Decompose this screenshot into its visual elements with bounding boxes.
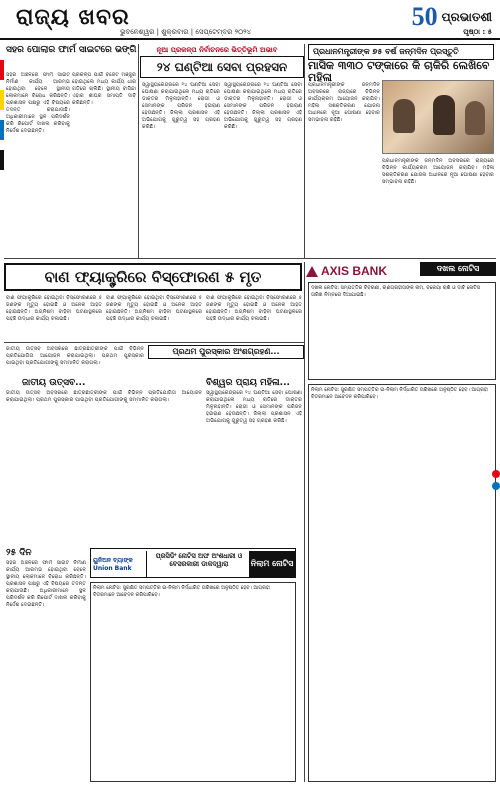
notice-table: ଦଖଲ ନୋଟିସ: ସମ୍ପତ୍ତିର ବିବରଣୀ, ଋଣଗ୍ରହୀତାଙ୍କ ନାମ, ବକେୟା ରାଶି ଓ ଦାବି ନୋଟିସ ତାରିଖ ନିମ୍ନରେ ଦିଆଯାଇଛି।	[308, 282, 496, 380]
column-rule	[138, 44, 139, 258]
article-column: ବାଣ ଫ୍ୟାକ୍ଟ୍ରିରେ ହୋଇଥିବା ବିସ୍ଫୋରଣରେ ୫ ଜଣଙ୍କ ମୃତ୍ୟୁ ହୋଇଛି ଓ ଅନେକ ଆହତ ହୋଇଛନ୍ତି। ଅଗ୍ନିଶମ ବାହିନୀ ଘଟଣାସ୍ଥଳରେ ପହଞ୍ଚି ଉଦ୍ଧାର କାର୍ଯ୍ୟ ଚଳାଇଛି।	[6, 295, 102, 322]
photo-person	[433, 95, 455, 135]
union-bank-logo: ୟୁନିଅନ ବ୍ୟାଙ୍କ Union Bank	[93, 551, 147, 577]
axis-triangle-icon	[306, 266, 318, 277]
axis-bank-logo	[306, 264, 387, 278]
print-color-mark	[0, 120, 4, 140]
article-column: ଜାତୀୟ ଉତ୍ସବ ଅବସରରେ ଛାତ୍ରଛାତ୍ରୀଙ୍କ ପାଇଁ ବିଭିନ୍ନ ପ୍ରତିଯୋଗିତା ଆୟୋଜନ କରାଯାଇଥିଲା। ପ୍ରଥମ ପୁରସ୍କାର ପାଇଥିବା ପ୍ରତିଯୋଗୀଙ୍କୁ ସମ୍ମାନିତ କରାଗଲା।	[6, 390, 202, 403]
photo-person	[465, 101, 485, 135]
print-color-mark	[0, 150, 4, 170]
article-column: ପ୍ରଧାନମନ୍ତ୍ରୀଙ୍କ ଜନ୍ମଦିନ ଅବସରରେ ରାଜ୍ୟରେ ବିଭିନ୍ନ କାର୍ଯ୍ୟକ୍ରମ ଆୟୋଜନ କରାଯିବ। ମହିଳା ସଶକ୍ତିକରଣ ଯୋଜନା ଅଧୀନରେ ନୂଆ ଘୋଷଣା ହେବାର ସମ୍ଭାବନା ରହିଛି।	[382, 158, 494, 185]
print-color-mark	[0, 60, 4, 80]
subheadline: ଜାତୀୟ ଉତ୍ସବ...	[22, 378, 86, 388]
bank-ad-box	[90, 548, 296, 578]
headline-right-top: ପ୍ରଧାନମନ୍ତ୍ରୀଙ୍କ ୭୫ ବର୍ଷ ଜନ୍ମଦିନ ପ୍ରସ୍ତୁତି	[308, 44, 494, 60]
article-column: ପ୍ରଧାନମନ୍ତ୍ରୀଙ୍କ ଜନ୍ମଦିନ ଅବସରରେ ରାଜ୍ୟରେ ବିଭିନ୍ନ କାର୍ଯ୍ୟକ୍ରମ ଆୟୋଜନ କରାଯିବ। ମହିଳା ସଶକ୍ତିକରଣ ଯୋଜନା ଅଧୀନରେ ନୂଆ ଘୋଷଣା ହେବାର ସମ୍ଭାବନା ରହିଛି।	[308, 82, 380, 123]
axis-bank-name: AXIS BANK	[321, 264, 388, 278]
article-column: ସହର ଅଞ୍ଚଳରେ ଫାର୍ମ ସାଇଟ ନିର୍ମାଣ କାର୍ଯ୍ୟ ଆରମ୍ଭ ହୋଇଥିବା ବେଳେ ସ୍ଥାନୀୟ ଲୋକମାନେ ବିରୋଧ କରିଛନ୍ତି। ପ୍ରଶାସନ ପକ୍ଷରୁ ଏହି ବିଷୟରେ ତଦନ୍ତ କରାଯାଉଛି। ଅଧିକାରୀମାନେ ସ୍ଥଳ ପରିଦର୍ଶନ କରି ରିପୋର୍ଟ ଦାଖଲ କରିବାକୁ ନିର୍ଦ୍ଦେଶ ଦେଇଛନ୍ତି।	[6, 72, 70, 134]
masthead	[0, 0, 500, 40]
section-bar: ପ୍ରଥମ ପୁରସ୍କାର ଅଂଶଗ୍ରହଣ...	[148, 345, 304, 359]
article-column: ସ୍ୱାସ୍ଥ୍ୟକେନ୍ଦ୍ରରେ ୨୪ ଘଣ୍ଟିଆ ସେବା ଘୋଷଣା କରାଯାଇଥିଲେ ମଧ୍ୟ ରାତିରେ ଡାକ୍ତର ମିଳୁନାହାନ୍ତି। ରୋଗୀ ଓ ସେମାନଙ୍କ ପରିଜନ ହଇରାଣ ହେଉଛନ୍ତି। ଜିଲ୍ଲା ପ୍ରଶାସନ ଏହି ଅଭିଯୋଗକୁ ଗୁରୁତ୍ୱ ସହ ଗ୍ରହଣ କରିଛି।	[142, 82, 220, 130]
section-title: ରାଜ୍ୟ ଖବର	[16, 4, 130, 30]
ad-title: ପ୍ରସିଡିଂ ନୋଟିସ ଅଫ ଅଂଶଧାରୀ ଓ ବେସରକାରୀ ଡାକଦ୍ୱାରା	[155, 552, 243, 569]
section-rule	[4, 342, 304, 343]
page-number: ପୃଷ୍ଠା : ୫	[463, 28, 492, 36]
column-rule	[304, 262, 305, 782]
headline-left: ସହର ପୋଲାର ଫାର୍ମ ସାଇଟରେ ଭଙ୍ଗି	[6, 45, 137, 55]
subheadline: ୨୫ ଦିନ	[6, 548, 32, 558]
article-column: ବାଣ ଫ୍ୟାକ୍ଟ୍ରିରେ ହୋଇଥିବା ବିସ୍ଫୋରଣରେ ୫ ଜଣଙ୍କ ମୃତ୍ୟୁ ହୋଇଛି ଓ ଅନେକ ଆହତ ହୋଇଛନ୍ତି। ଅଗ୍ନିଶମ ବାହିନୀ ଘଟଣାସ୍ଥଳରେ ପହଞ୍ଚି ଉଦ୍ଧାର କାର୍ଯ୍ୟ ଚଳାଇଛି।	[206, 295, 302, 322]
article-column: ଜାତୀୟ ଉତ୍ସବ ଅବସରରେ ଛାତ୍ରଛାତ୍ରୀଙ୍କ ପାଇଁ ବିଭିନ୍ନ ପ୍ରତିଯୋଗିତା ଆୟୋଜନ କରାଯାଇଥିଲା। ପ୍ରଥମ ପୁରସ୍କାର ପାଇଥିବା ପ୍ରତିଯୋଗୀଙ୍କୁ ସମ୍ମାନିତ କରାଗଲା।	[6, 346, 144, 366]
article-column: ସହର ଅଞ୍ଚଳରେ ଫାର୍ମ ସାଇଟ ନିର୍ମାଣ କାର୍ଯ୍ୟ ଆରମ୍ଭ ହୋଇଥିବା ବେଳେ ସ୍ଥାନୀୟ ଲୋକମାନେ ବିରୋଧ କରିଛନ୍ତି। ପ୍ରଶାସନ ପକ୍ଷରୁ ଏହି ବିଷୟରେ ତଦନ୍ତ କରାଯାଉଛି। ଅଧିକାରୀମାନେ ସ୍ଥଳ ପରିଦର୍ଶନ କରି ରିପୋର୍ଟ ଦାଖଲ କରିବାକୁ ନିର୍ଦ୍ଦେଶ ଦେଇଛନ୍ତି।	[6, 560, 86, 608]
article-column: ପ୍ରକଳ୍ପ ପାଇଁ ବଜେଟ ମଞ୍ଜୁର ହୋଇଥିଲେ ମଧ୍ୟ କାର୍ଯ୍ୟ ଧୀର ଗତିରେ ଚାଲିଛି। ସ୍ଥାନୀୟ ବାସିନ୍ଦା ଏହାର ଶୀଘ୍ର ସମାପ୍ତି ଦାବି କରିଛନ୍ତି।	[72, 72, 136, 106]
notice-table: ନିଲାମ ନୋଟିସ: ସୁରକ୍ଷିତ ସମ୍ପତ୍ତିର ଇ-ନିଲାମ ନିର୍ଦ୍ଧାରିତ ତାରିଖରେ ଅନୁଷ୍ଠିତ ହେବ। ଆଗ୍ରହୀ ବିଡରମାନେ ଆବେଦନ କରିପାରିବେ।	[308, 384, 496, 782]
headline-right: ମାସିକ ୩୩୦ ଟଙ୍କାରେ କି ଚାକିରି ଲେଖିବେ ମହିଳା	[308, 59, 490, 85]
headline-center: ୨୪ ଘଣ୍ଟିଆ ସେବା ପ୍ରହସନ	[140, 56, 304, 78]
print-color-mark	[0, 90, 4, 110]
article-column: ବାଣ ଫ୍ୟାକ୍ଟ୍ରିରେ ହୋଇଥିବା ବିସ୍ଫୋରଣରେ ୫ ଜଣଙ୍କ ମୃତ୍ୟୁ ହୋଇଛି ଓ ଅନେକ ଆହତ ହୋଇଛନ୍ତି। ଅଗ୍ନିଶମ ବାହିନୀ ଘଟଣାସ୍ଥଳରେ ପହଞ୍ଚି ଉଦ୍ଧାର କାର୍ଯ୍ୟ ଚଳାଇଛି।	[106, 295, 202, 322]
section-rule	[4, 258, 496, 259]
dateline: ଭୁବନେଶ୍ୱର | ଶୁକ୍ରବାର | ସେପ୍ଟେମ୍ବର ୨୦୨୪	[120, 28, 252, 36]
column-rule	[304, 44, 305, 258]
print-registration-dot	[492, 470, 500, 478]
brand-name: ପ୍ରଭାତଶୀ	[441, 9, 492, 24]
article-column: ସ୍ୱାସ୍ଥ୍ୟକେନ୍ଦ୍ରରେ ୨୪ ଘଣ୍ଟିଆ ସେବା ଘୋଷଣା କରାଯାଇଥିଲେ ମଧ୍ୟ ରାତିରେ ଡାକ୍ତର ମିଳୁନାହାନ୍ତି। ରୋଗୀ ଓ ସେମାନଙ୍କ ପରିଜନ ହଇରାଣ ହେଉଛନ୍ତି। ଜିଲ୍ଲା ପ୍ରଶାସନ ଏହି ଅଭିଯୋଗକୁ ଗୁରୁତ୍ୱ ସହ ଗ୍ରହଣ କରିଛି।	[224, 82, 302, 130]
headline-kicker: ନୂଆ ପ୍ରକଳ୍ପ ନିର୍ବାଚନରେ ଭିତ୍ତିଭୂମି ଅଭାବ	[156, 46, 278, 54]
auction-notice-label: ନିଲାମ ନୋଟିସ	[249, 551, 295, 577]
print-registration-dot	[492, 482, 500, 490]
headline-big: ବାଣ ଫ୍ୟାକ୍ଟ୍ରିରେ ବିସ୍ଫୋରଣ ୫ ମୃତ	[4, 263, 302, 291]
auction-table: ନିଲାମ ନୋଟିସ: ସୁରକ୍ଷିତ ସମ୍ପତ୍ତିର ଇ-ନିଲାମ ନିର୍ଦ୍ଧାରିତ ତାରିଖରେ ଅନୁଷ୍ଠିତ ହେବ। ଆଗ୍ରହୀ ବିଡରମାନେ ଆବେଦନ କରିପାରିବେ।	[90, 582, 296, 782]
article-column: ସ୍ୱାସ୍ଥ୍ୟକେନ୍ଦ୍ରରେ ୨୪ ଘଣ୍ଟିଆ ସେବା ଘୋଷଣା କରାଯାଇଥିଲେ ମଧ୍ୟ ରାତିରେ ଡାକ୍ତର ମିଳୁନାହାନ୍ତି। ରୋଗୀ ଓ ସେମାନଙ୍କ ପରିଜନ ହଇରାଣ ହେଉଛନ୍ତି। ଜିଲ୍ଲା ପ୍ରଶାସନ ଏହି ଅଭିଯୋଗକୁ ଗୁରୁତ୍ୱ ସହ ଗ୍ରହଣ କରିଛି।	[206, 390, 302, 424]
subheadline: ବିଶ୍ୱର ପ୍ରାୟ ମହିଳା...	[206, 378, 290, 388]
possession-notice-label: ଦଖଲ ନୋଟିସ	[420, 262, 496, 276]
news-photo	[382, 80, 494, 154]
brand-anniversary-number: 50	[411, 2, 438, 31]
